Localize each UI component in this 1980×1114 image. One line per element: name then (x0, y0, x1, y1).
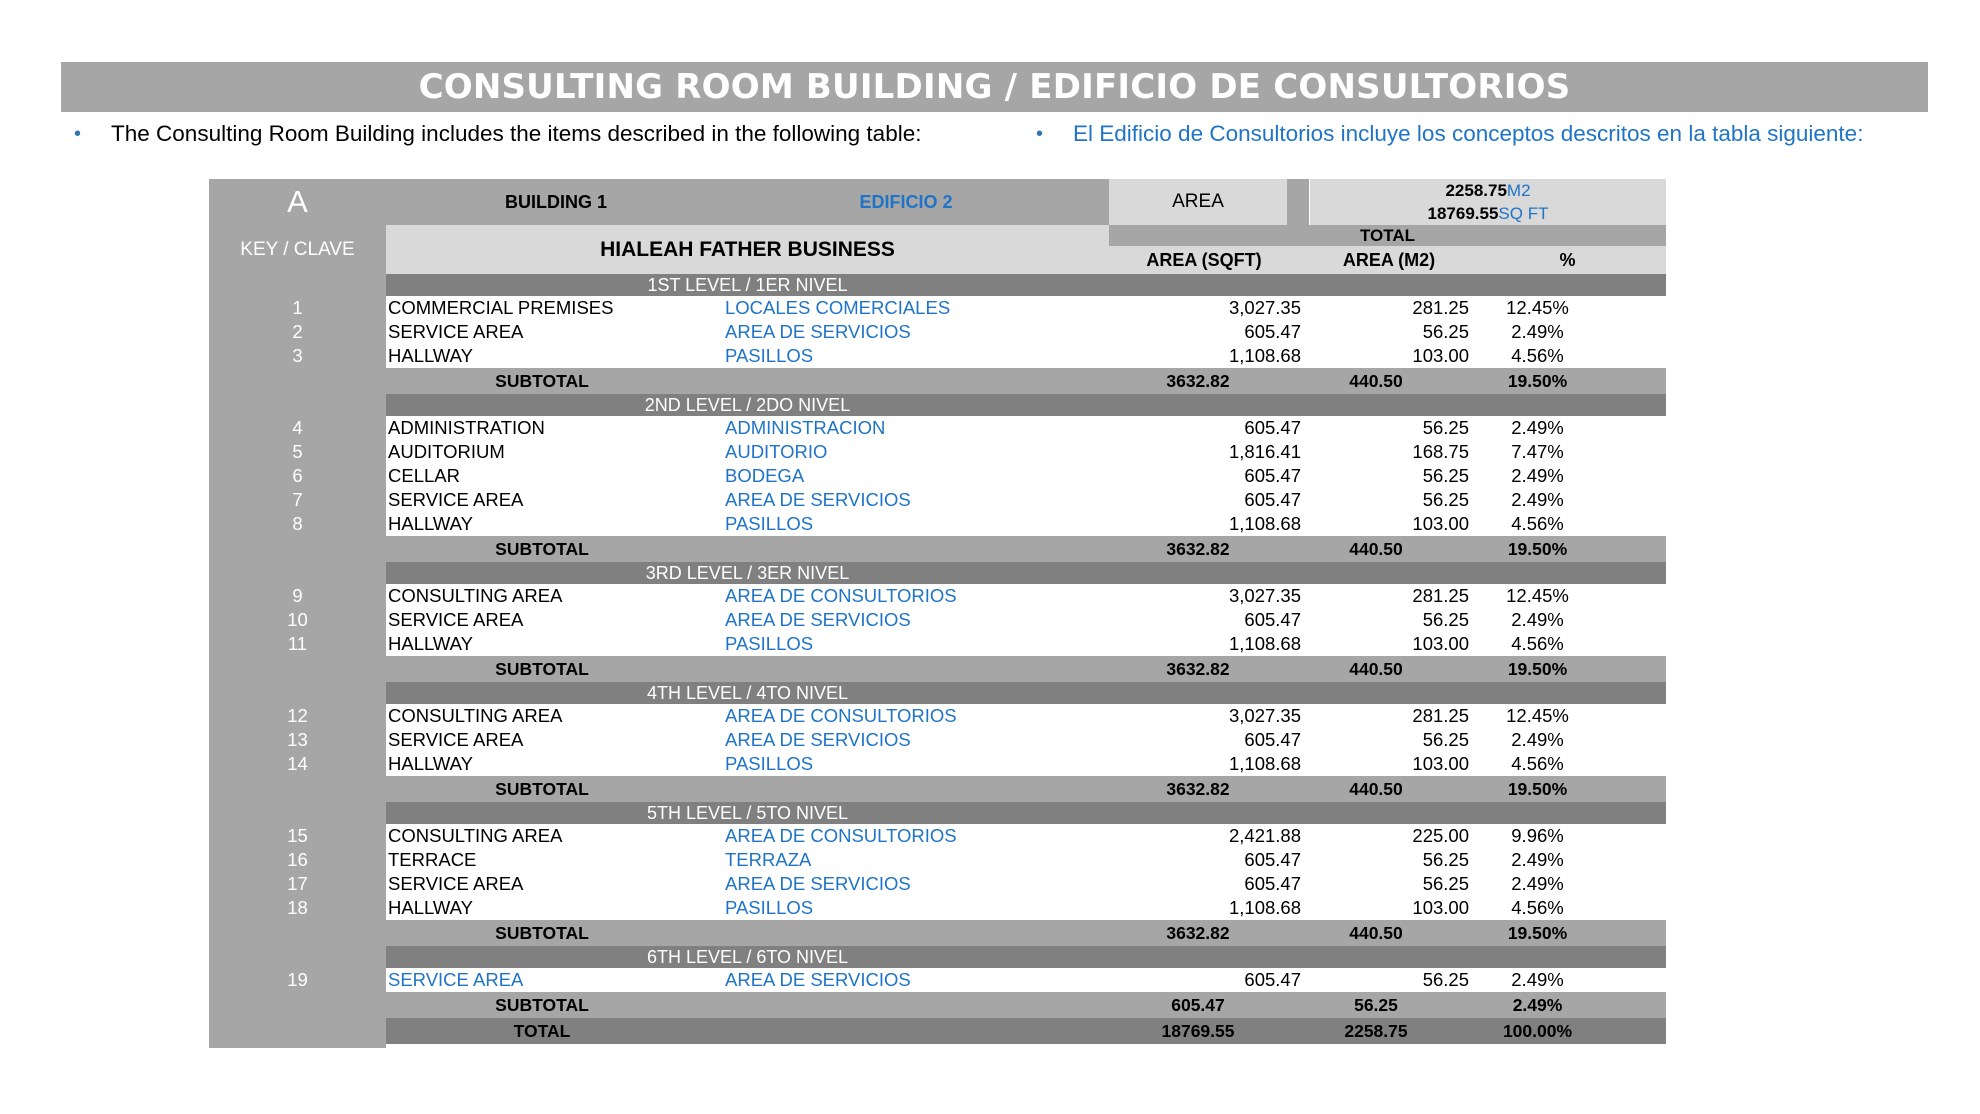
row-key: 10 (287, 609, 308, 630)
row-name-spanish: TERRAZA (725, 849, 812, 870)
row-name-english: SERVICE AREA (388, 609, 524, 630)
intro-spanish (1036, 121, 1863, 147)
level-header-row (209, 946, 1666, 968)
subtotal-percent: 19.50% (1507, 539, 1568, 559)
level-header-row (209, 802, 1666, 824)
table-row (209, 704, 1666, 728)
row-name-english: ADMINISTRATION (388, 417, 545, 438)
row-key: 7 (292, 489, 303, 510)
table-row (209, 872, 1666, 896)
total-m2-value: 2258.75 (1445, 181, 1507, 200)
row-area-m2: 56.25 (1422, 489, 1469, 510)
row-name-spanish: PASILLOS (725, 513, 814, 534)
row-name-english: HALLWAY (388, 753, 473, 774)
subtotal-label: SUBTOTAL (495, 923, 589, 943)
row-area-sqft: 605.47 (1244, 321, 1301, 342)
row-percent: 2.49% (1511, 417, 1564, 438)
row-area-sqft: 605.47 (1244, 489, 1301, 510)
row-key: 2 (292, 321, 303, 342)
row-name-english: AUDITORIUM (388, 441, 505, 462)
table-row (209, 440, 1666, 464)
subtotal-percent: 2.49% (1512, 995, 1563, 1015)
subtotal-row (209, 992, 1666, 1018)
subtotal-sqft: 605.47 (1171, 995, 1225, 1015)
row-area-m2: 56.25 (1422, 729, 1469, 750)
total-label: TOTAL (513, 1021, 571, 1041)
row-area-sqft: 605.47 (1244, 873, 1301, 894)
table-row (209, 320, 1666, 344)
row-name-english: SERVICE AREA (388, 969, 524, 990)
row-area-m2: 103.00 (1412, 345, 1469, 366)
table-row (209, 512, 1666, 536)
subtotal-label: SUBTOTAL (495, 539, 589, 559)
row-area-sqft: 1,108.68 (1228, 345, 1301, 366)
bullet-icon: • (1036, 122, 1044, 145)
row-percent: 2.49% (1511, 969, 1564, 990)
row-name-spanish: BODEGA (725, 465, 805, 486)
row-percent: 12.45% (1506, 705, 1569, 726)
row-area-sqft: 1,108.68 (1228, 513, 1301, 534)
row-name-english: SERVICE AREA (388, 729, 524, 750)
row-area-m2: 56.25 (1422, 873, 1469, 894)
col-sqft-header: AREA (SQFT) (1146, 250, 1262, 270)
level-header-label: 4TH LEVEL / 4TO NIVEL (646, 683, 849, 703)
row-percent: 4.56% (1511, 897, 1564, 918)
level-header-label: 3RD LEVEL / 3ER NIVEL (645, 563, 850, 583)
building-header (386, 179, 1309, 225)
row-percent: 2.49% (1511, 729, 1564, 750)
total-row (209, 1018, 1666, 1044)
row-area-sqft: 1,816.41 (1228, 441, 1301, 462)
table-row (209, 752, 1666, 776)
row-key: 12 (287, 705, 308, 726)
row-percent: 12.45% (1506, 585, 1569, 606)
level-header-label: 1ST LEVEL / 1ER NIVEL (647, 275, 848, 295)
row-key: 3 (292, 345, 303, 366)
subtotal-row (209, 776, 1666, 802)
row-name-english: CELLAR (388, 465, 460, 486)
row-name-english: HALLWAY (388, 513, 473, 534)
building-totals (1310, 179, 1666, 225)
row-area-sqft: 2,421.88 (1228, 825, 1301, 846)
table-row (209, 296, 1666, 320)
row-name-english: HALLWAY (388, 633, 473, 654)
subtotal-label: SUBTOTAL (495, 995, 589, 1015)
level-header-row (209, 394, 1666, 416)
row-name-english: COMMERCIAL PREMISES (388, 297, 614, 318)
subtotal-percent: 19.50% (1507, 659, 1568, 679)
row-percent: 2.49% (1511, 873, 1564, 894)
row-area-sqft: 605.47 (1244, 849, 1301, 870)
row-area-sqft: 605.47 (1244, 417, 1301, 438)
row-key: 17 (287, 873, 308, 894)
total-sqft: 18769.55 (1161, 1021, 1235, 1041)
row-percent: 4.56% (1511, 753, 1564, 774)
subtotal-label: SUBTOTAL (495, 779, 589, 799)
subtotal-sqft: 3632.82 (1166, 923, 1230, 943)
subtotal-m2: 440.50 (1349, 659, 1403, 679)
row-key: 16 (287, 849, 308, 870)
row-percent: 2.49% (1511, 321, 1564, 342)
row-name-spanish: AREA DE SERVICIOS (725, 873, 911, 894)
row-area-sqft: 3,027.35 (1228, 297, 1301, 318)
subtotal-sqft: 3632.82 (1166, 779, 1230, 799)
row-name-english: TERRACE (388, 849, 477, 870)
sqft-unit: SQ FT (1498, 204, 1549, 223)
table-row (209, 728, 1666, 752)
row-percent: 2.49% (1511, 489, 1564, 510)
row-name-spanish: ADMINISTRACION (725, 417, 886, 438)
subtotal-row (209, 368, 1666, 394)
row-area-sqft: 605.47 (1244, 465, 1301, 486)
row-name-spanish: AREA DE CONSULTORIOS (725, 825, 957, 846)
row-key: 11 (287, 633, 308, 654)
subtotal-m2: 440.50 (1349, 779, 1403, 799)
table-row (209, 848, 1666, 872)
table-row (209, 608, 1666, 632)
level-header-row (209, 274, 1666, 296)
table-row (209, 464, 1666, 488)
row-percent: 9.96% (1511, 825, 1564, 846)
row-name-spanish: PASILLOS (725, 897, 814, 918)
row-area-m2: 103.00 (1412, 897, 1469, 918)
row-percent: 2.49% (1511, 609, 1564, 630)
row-area-m2: 168.75 (1412, 441, 1469, 462)
row-key: 15 (287, 825, 308, 846)
row-key: 9 (292, 585, 303, 606)
table-row (209, 584, 1666, 608)
row-name-english: SERVICE AREA (388, 873, 524, 894)
row-key: 14 (287, 753, 308, 774)
row-area-sqft: 3,027.35 (1228, 585, 1301, 606)
total-sqft-value: 18769.55 (1427, 204, 1499, 223)
table-row (209, 344, 1666, 368)
subtotal-label: SUBTOTAL (495, 659, 589, 679)
row-name-spanish: AUDITORIO (725, 441, 828, 462)
area-label: AREA (1109, 179, 1287, 225)
subtotal-row (209, 920, 1666, 946)
row-area-sqft: 605.47 (1244, 729, 1301, 750)
level-header-label: 5TH LEVEL / 5TO NIVEL (646, 803, 849, 823)
row-key: 18 (287, 897, 308, 918)
row-area-m2: 281.25 (1412, 297, 1469, 318)
row-key: 13 (287, 729, 308, 750)
row-name-spanish: AREA DE CONSULTORIOS (725, 705, 957, 726)
subtotal-m2: 440.50 (1349, 923, 1403, 943)
subtotal-m2: 56.25 (1354, 995, 1398, 1015)
table-row (209, 488, 1666, 512)
row-percent: 12.45% (1506, 297, 1569, 318)
subtotal-percent: 19.50% (1507, 923, 1568, 943)
row-area-m2: 103.00 (1412, 513, 1469, 534)
row-name-spanish: AREA DE SERVICIOS (725, 609, 911, 630)
row-name-spanish: PASILLOS (725, 753, 814, 774)
column-header (386, 225, 1666, 274)
row-key: 19 (287, 969, 308, 990)
row-percent: 4.56% (1511, 633, 1564, 654)
row-area-sqft: 605.47 (1244, 609, 1301, 630)
subtotal-percent: 19.50% (1507, 779, 1568, 799)
row-key: 8 (292, 513, 303, 534)
row-name-spanish: PASILLOS (725, 633, 814, 654)
row-name-spanish: PASILLOS (725, 345, 814, 366)
table-row (209, 896, 1666, 920)
key-column-label: KEY / CLAVE (240, 238, 355, 260)
row-name-english: HALLWAY (388, 897, 473, 918)
table-row (209, 416, 1666, 440)
area-table (209, 179, 1666, 1048)
row-key: 6 (292, 465, 303, 486)
row-area-sqft: 1,108.68 (1228, 633, 1301, 654)
m2-unit: M2 (1506, 181, 1531, 200)
col-pct-header: % (1559, 250, 1576, 270)
subtotal-sqft: 3632.82 (1166, 539, 1230, 559)
page-title: CONSULTING ROOM BUILDING / EDIFICIO DE CONSULTORIOS (61, 62, 1928, 112)
subtotal-sqft: 3632.82 (1166, 659, 1230, 679)
row-area-m2: 225.00 (1412, 825, 1469, 846)
subtotal-percent: 19.50% (1507, 371, 1568, 391)
row-area-sqft: 1,108.68 (1228, 753, 1301, 774)
row-area-m2: 281.25 (1412, 705, 1469, 726)
row-name-spanish: AREA DE SERVICIOS (725, 729, 911, 750)
row-name-spanish: AREA DE SERVICIOS (725, 969, 911, 990)
building-1-label: BUILDING 1 (504, 192, 607, 212)
row-name-spanish: AREA DE SERVICIOS (725, 321, 911, 342)
row-area-m2: 56.25 (1422, 465, 1469, 486)
table-body (209, 274, 1666, 1044)
row-percent: 7.47% (1511, 441, 1564, 462)
col-m2-header: AREA (M2) (1342, 250, 1436, 270)
row-name-spanish: AREA DE SERVICIOS (725, 489, 911, 510)
subtotal-sqft: 3632.82 (1166, 371, 1230, 391)
business-name: HIALEAH FATHER BUSINESS (386, 225, 1109, 274)
table-row (209, 824, 1666, 848)
row-name-english: CONSULTING AREA (388, 585, 563, 606)
key-letter: A (287, 184, 308, 219)
table-row (209, 632, 1666, 656)
row-percent: 2.49% (1511, 849, 1564, 870)
row-area-m2: 56.25 (1422, 609, 1469, 630)
level-header-label: 6TH LEVEL / 6TO NIVEL (646, 947, 849, 967)
level-header-row (209, 682, 1666, 704)
row-name-spanish: LOCALES COMERCIALES (725, 297, 951, 318)
level-header-row (209, 562, 1666, 584)
total-header: TOTAL (1109, 225, 1666, 246)
subtotal-label: SUBTOTAL (495, 371, 589, 391)
total-percent: 100.00% (1502, 1021, 1573, 1041)
row-area-m2: 103.00 (1412, 633, 1469, 654)
row-area-m2: 56.25 (1422, 849, 1469, 870)
subtotal-row (209, 656, 1666, 682)
column-labels (1109, 246, 1666, 274)
row-area-sqft: 3,027.35 (1228, 705, 1301, 726)
row-area-sqft: 605.47 (1244, 969, 1301, 990)
row-area-m2: 103.00 (1412, 753, 1469, 774)
row-percent: 4.56% (1511, 513, 1564, 534)
row-name-english: SERVICE AREA (388, 321, 524, 342)
bullet-icon: • (74, 122, 82, 145)
row-name-english: HALLWAY (388, 345, 473, 366)
total-m2: 2258.75 (1344, 1021, 1408, 1041)
row-percent: 2.49% (1511, 465, 1564, 486)
intro-english-text: The Consulting Room Building includes the items described in the following table: (111, 121, 922, 146)
subtotal-row (209, 536, 1666, 562)
row-name-english: SERVICE AREA (388, 489, 524, 510)
level-header-label: 2ND LEVEL / 2DO NIVEL (644, 395, 851, 415)
table-row (209, 968, 1666, 992)
row-key: 4 (292, 417, 303, 438)
row-area-m2: 56.25 (1422, 321, 1469, 342)
row-key: 1 (292, 297, 303, 318)
row-name-english: CONSULTING AREA (388, 705, 563, 726)
row-area-m2: 281.25 (1412, 585, 1469, 606)
row-area-sqft: 1,108.68 (1228, 897, 1301, 918)
subtotal-m2: 440.50 (1349, 539, 1403, 559)
row-name-english: CONSULTING AREA (388, 825, 563, 846)
intro-spanish-text: El Edificio de Consultorios incluye los conceptos descritos en la tabla siguiente: (1073, 121, 1864, 146)
row-area-m2: 56.25 (1422, 969, 1469, 990)
subtotal-m2: 440.50 (1349, 371, 1403, 391)
row-name-spanish: AREA DE CONSULTORIOS (725, 585, 957, 606)
building-2-label: EDIFICIO 2 (859, 192, 953, 212)
row-area-m2: 56.25 (1422, 417, 1469, 438)
row-percent: 4.56% (1511, 345, 1564, 366)
intro-english (74, 121, 921, 147)
row-key: 5 (292, 441, 303, 462)
